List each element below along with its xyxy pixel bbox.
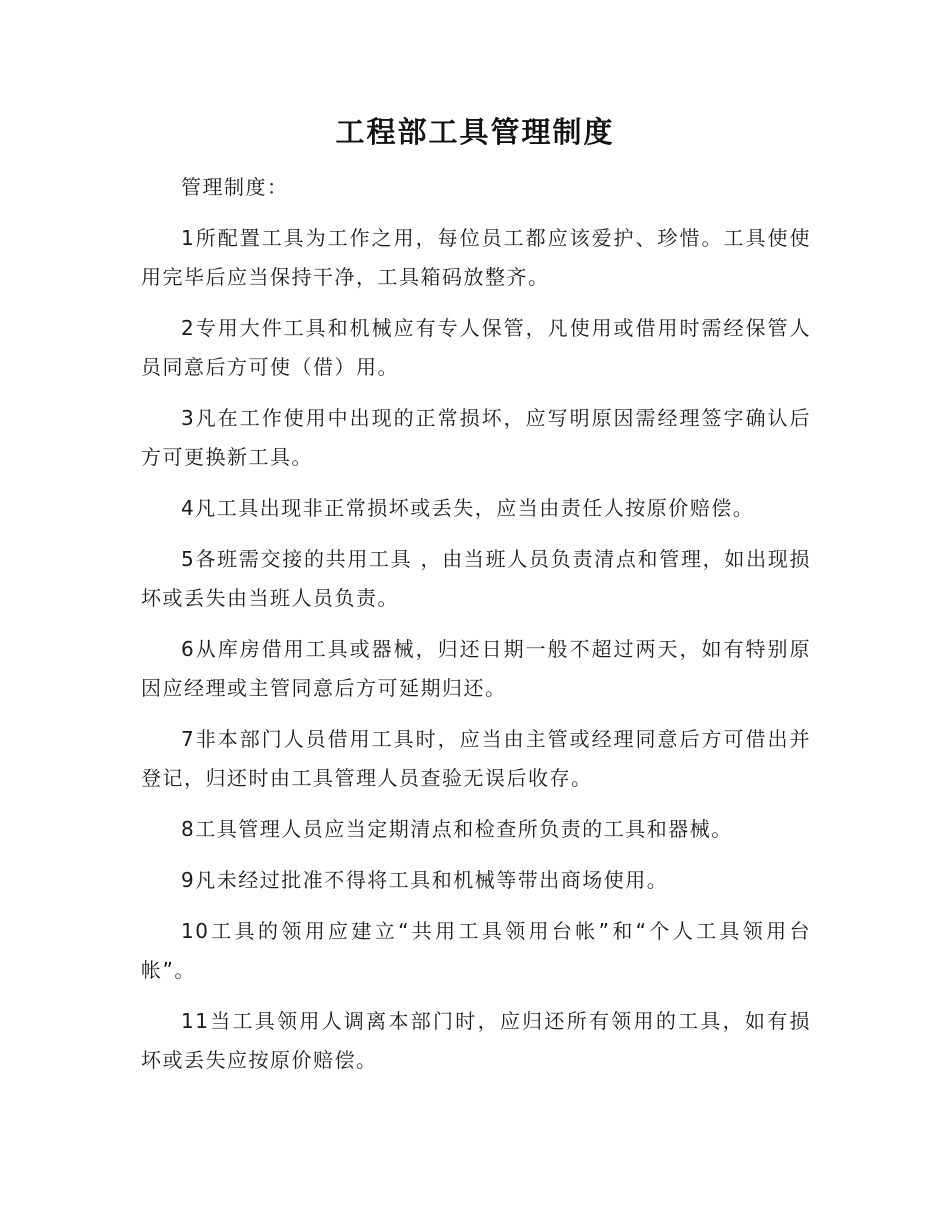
rule-item-11: 11当工具领用人调离本部门时，应归还所有领用的工具，如有损坏或丢失应按原价赔偿。: [141, 1009, 811, 1072]
rule-item-7: 7非本部门人员借用工具时，应当由主管或经理同意后方可借出并登记，归还时由工具管理人员查验无误后收存。: [141, 727, 811, 790]
rule-item-8: 8工具管理人员应当定期清点和检查所负责的工具和器械。: [181, 817, 733, 841]
document-body: [141, 168, 811, 1092]
rule-item-1: 1所配置工具为工作之用，每位员工都应该爱护、珍惜。工具使使用完毕后应当保持干净，工具箱码放整齐。: [141, 226, 811, 289]
rule-item-4: 4凡工具出现非正常损坏或丢失，应当由责任人按原价赔偿。: [181, 496, 755, 520]
document-title: 工程部工具管理制度: [335, 115, 615, 149]
rule-item-10: 10工具的领用应建立“共用工具领用台帐”和“个人工具领用台帐”。: [141, 919, 811, 982]
rule-item-2: 2专用大件工具和机械应有专人保管，凡使用或借用时需经保管人员同意后方可使（借）用。: [141, 316, 811, 379]
rule-item-3: 3凡在工作使用中出现的正常损坏，应写明原因需经理签字确认后方可更换新工具。: [141, 406, 811, 469]
rule-item-6: 6从库房借用工具或器械，归还日期一般不超过两天，如有特别原因应经理或主管同意后方可延期归还。: [141, 637, 811, 700]
intro-paragraph: 管理制度：: [181, 175, 289, 199]
rule-item-5: 5各班需交接的共用工具 ，由当班人员负责清点和管理，如出现损坏或丢失由当班人员负责。: [141, 547, 811, 610]
rule-item-9: 9凡未经过批准不得将工具和机械等带出商场使用。: [181, 868, 669, 892]
